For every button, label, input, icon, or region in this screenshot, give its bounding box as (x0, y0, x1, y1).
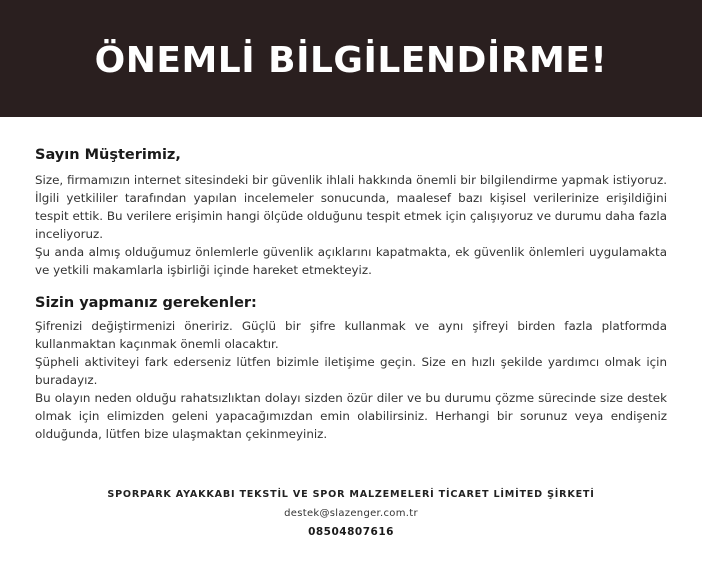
letter-body (35, 147, 667, 443)
support-email: destek@slazenger.com.tr (284, 508, 418, 519)
header-banner (0, 0, 702, 117)
instruction-apology: Bu olayın neden olduğu rahatsızlıktan dolayı sizden özür diler ve bu durumu çözme sürecinde size destek olmak için elimizden geleni yapacağımızdan emin olabilirsiniz. Herhangi bir sorunuz veya endişeniz olduğunda, lütfen bize ulaşmaktan çekinmeyiniz. (35, 391, 667, 441)
instruction-password: Şifrenizi değiştirmenizi öneririz. Güçlü bir şifre kullanmak ve aynı şifreyi birden fazla platformda kullanmaktan kaçınmak önemli olacaktır. (35, 319, 667, 351)
paragraph-measures: Şu anda almış olduğumuz önlemlerle güvenlik açıklarını kapatmakta, ek güvenlik önlemleri uygulamakta ve yetkili makamlarla işbirliği içinde hareket etmekteyiz. (35, 245, 667, 277)
section-heading: Sizin yapmanız gerekenler: (35, 295, 257, 311)
instruction-contact: Şüpheli aktiviteyi fark ederseniz lütfen bizimle iletişime geçin. Size en hızlı şekilde yardımcı olmak için buradayız. (35, 355, 667, 387)
page-title: ÖNEMLİ BİLGİLENDİRME! (94, 40, 608, 81)
support-phone: 08504807616 (308, 526, 394, 538)
company-name: SPORPARK AYAKKABI TEKSTİL VE SPOR MALZEMELERİ TİCARET LİMİTED ŞİRKETİ (107, 489, 595, 500)
footer (0, 486, 702, 541)
paragraph-notice: Size, firmamızın internet sitesindeki bir güvenlik ihlali hakkında önemli bir bilgilendirme yapmak istiyoruz. İlgili yetkililer tarafından yapılan incelemeler sonucunda, maalesef bazı kişisel verilerinize erişildiğini tespit ettik. Bu verilere erişimin hangi ölçüde olduğunu tespit etmek için çalışıyoruz ve durumu daha fazla inceliyoruz. (35, 173, 667, 241)
greeting: Sayın Müşterimiz, (35, 147, 181, 163)
